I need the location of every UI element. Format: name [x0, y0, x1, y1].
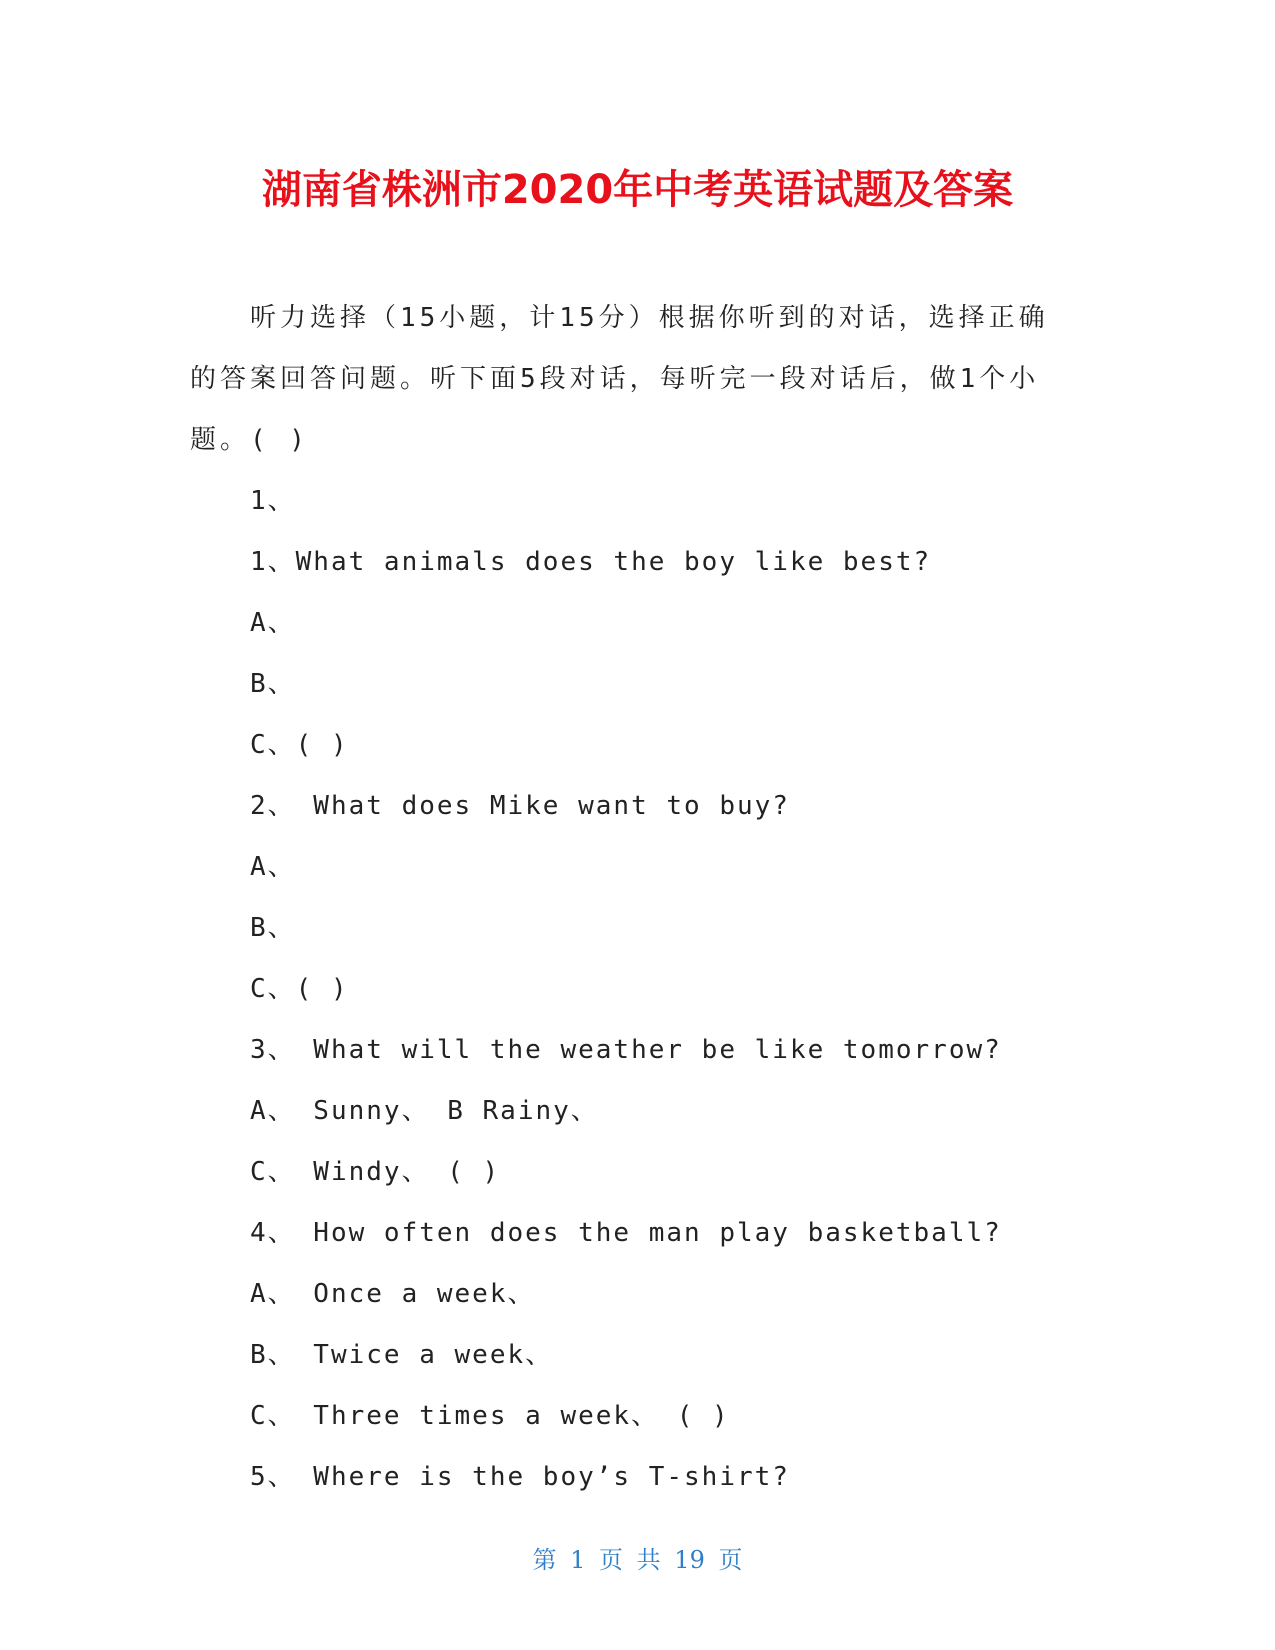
question-1-option-b: B、	[250, 669, 296, 699]
question-3-options-ab: A、 Sunny、 B Rainy、	[250, 1096, 599, 1126]
question-2-option-b: B、	[250, 913, 296, 943]
page-footer: 第 1 页 共 19 页	[532, 1546, 743, 1574]
document-title: 湖南省株洲市2020年中考英语试题及答案	[261, 167, 1014, 213]
question-4-option-c: C、 Three times a week、 ( )	[250, 1401, 730, 1431]
question-4-option-b: B、 Twice a week、	[250, 1340, 554, 1370]
question-1-number: 1、	[250, 486, 296, 516]
question-5-text: 5、 Where is the boy’s T-shirt?	[250, 1462, 790, 1492]
question-1-option-a: A、	[250, 608, 296, 638]
question-3-option-c: C、 Windy、 ( )	[250, 1157, 501, 1187]
intro-paragraph: 听力选择（15小题，计15分）根据你听到的对话，选择正确的答案回答问题。听下面5段对话，每听完一段对话后，做1个小题。( )	[190, 303, 1049, 455]
question-2-option-c: C、( )	[250, 974, 349, 1004]
question-2-text: 2、 What does Mike want to buy?	[250, 791, 790, 821]
question-4-text: 4、 How often does the man play basketball?	[250, 1218, 1002, 1248]
question-1-text: 1、What animals does the boy like best?	[250, 547, 932, 577]
question-4-option-a: A、 Once a week、	[250, 1279, 536, 1309]
document-body	[190, 288, 1060, 1508]
question-1-option-c: C、( )	[250, 730, 349, 760]
question-3-text: 3、 What will the weather be like tomorrow?	[250, 1035, 1002, 1065]
question-2-option-a: A、	[250, 852, 296, 882]
